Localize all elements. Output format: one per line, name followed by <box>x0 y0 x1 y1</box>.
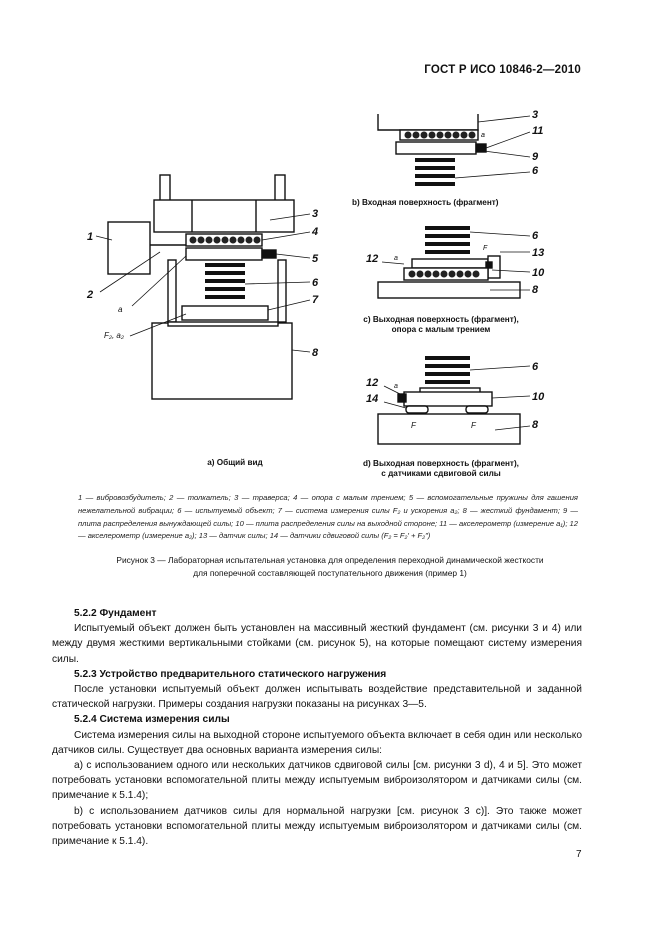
section-5-2-4-text: Система измерения силы на выходной стороне испытуемого объекта включает в себя один или несколько датчиков силы. Существует два основных варианта измерения силы: <box>52 729 582 756</box>
figure-b-input-surface <box>378 114 530 184</box>
section-5-2-4-title: 5.2.4 Система измерения силы <box>74 714 230 726</box>
fig-d-label-f2-double-prime: F <box>471 421 476 430</box>
figure-c-output-friction <box>378 228 530 298</box>
fig-c-caption-line1: с) Выходная поверхность (фрагмент), <box>363 315 519 324</box>
document-header: ГОСТ Р ИСО 10846-2—2010 <box>424 64 581 76</box>
fig-a-label-6: 6 <box>312 277 319 289</box>
figure-caption-line2: для поперечной составляющей поступательного движения (пример 1) <box>193 567 467 578</box>
fig-b-label-6: 6 <box>532 165 539 177</box>
fig-a-label-7: 7 <box>312 294 319 306</box>
fig-a-label-5: 5 <box>312 253 319 265</box>
fig-d-caption-line2: с датчиками сдвиговой силы <box>381 469 501 478</box>
fig-a-caption: а) Общий вид <box>207 458 263 467</box>
fig-c-label-6: 6 <box>532 230 539 242</box>
fig-b-label-a1: a <box>481 132 485 139</box>
fig-d-label-14: 14 <box>366 393 379 405</box>
fig-d-label-10: 10 <box>532 391 545 403</box>
section-5-2-3-text: После установки испытуемый объект должен испытывать воздействие представительной и заданной статической нагрузки. Примеры создания нагрузки показаны на рисунках 3—5. <box>52 684 582 711</box>
fig-a-label-3: 3 <box>312 208 319 220</box>
fig-b-label-9: 9 <box>532 151 539 163</box>
section-5-2-2-title: 5.2.2 Фундамент <box>74 608 157 619</box>
fig-b-label-11: 11 <box>532 125 544 137</box>
fig-b-label-3: 3 <box>532 109 539 121</box>
figure-caption-line1: Рисунок 3 — Лабораторная испытательная установка для определения переходной динамической жесткости <box>116 555 544 565</box>
fig-d-caption-line1: d) Выходная поверхность (фрагмент), <box>363 459 519 468</box>
section-5-2-4-item-b: b) с использованием датчиков силы для нормальной нагрузки [см. рисунок 3 с)]. Это также может потребовать установки вспомогательной плиты между испытуемым виброизолятором и датчиками силы (см. примечание к 5.1.4). <box>52 805 582 848</box>
section-5-2-2-text: Испытуемый объект должен быть установлен на массивный жесткий фундамент (см. рисунки 3 и 4) или между двумя жесткими вертикальными стойками (см. рисунок 5), на которые помещают систему измерения силы. <box>52 623 582 665</box>
fig-b-caption: b) Входная поверхность (фрагмент) <box>352 198 499 207</box>
fig-d-label-f2-prime: F <box>411 421 416 430</box>
fig-d-label-12: 12 <box>366 377 379 389</box>
fig-a-label-8: 8 <box>312 347 319 359</box>
section-5-2-3-title: 5.2.3 Устройство предварительного статического нагружения <box>74 668 387 680</box>
document-body <box>52 606 582 849</box>
fig-a-label-2: 2 <box>87 289 94 301</box>
fig-c-label-a2: a <box>394 255 398 262</box>
fig-c-label-8: 8 <box>532 284 539 296</box>
fig-a-label-f2a2: F₂, a₂ <box>104 331 124 340</box>
figure-legend: 1 — вибровозбудитель; 2 — толкатель; 3 — траверса; 4 — опора с малым трением; 5 — вспомогательные пружины для гашения нежелательной вибрации; 6 — испытуемый объект; 7 — система измерения силы F₂ и ускорения a₂; 8 — жесткий фундамент; 9 — плита распределения вынуждающей силы; 10 — плита распределения силы на выходной стороне; 11 — акселерометр (измерение a₁); 12 — акселерометр (измерение a₂); 13 — датчик силы; 14 — датчики сдвиговой силы (F₂ = F₂′ + F₂″) <box>78 493 578 541</box>
fig-c-label-f2: F <box>483 245 488 252</box>
fig-a-label-4: 4 <box>312 226 319 238</box>
section-5-2-4-item-a: а) с использованием одного или нескольких датчиков сдвиговой силы [см. рисунки 3 d), 4 и 5]. Это может потребовать установки вспомогательной плиты между испытуемым виброизолятором и датчиками силы (см. примечание к 5.1.4); <box>52 760 582 802</box>
fig-d-label-a2: a <box>394 383 398 390</box>
fig-c-caption-line2: опора с малым трением <box>391 325 491 334</box>
fig-c-label-13: 13 <box>532 247 545 259</box>
figure-caption <box>60 554 600 579</box>
fig-c-label-12: 12 <box>366 253 379 265</box>
fig-d-label-8: 8 <box>532 419 539 431</box>
page-number: 7 <box>576 849 582 860</box>
figure-a-general-view <box>96 175 310 399</box>
figure-d-output-shear <box>378 358 530 444</box>
fig-c-label-10: 10 <box>532 267 545 279</box>
fig-a-label-1: 1 <box>87 231 94 243</box>
fig-a-label-a1: a <box>118 305 123 314</box>
fig-d-label-6: 6 <box>532 361 539 373</box>
